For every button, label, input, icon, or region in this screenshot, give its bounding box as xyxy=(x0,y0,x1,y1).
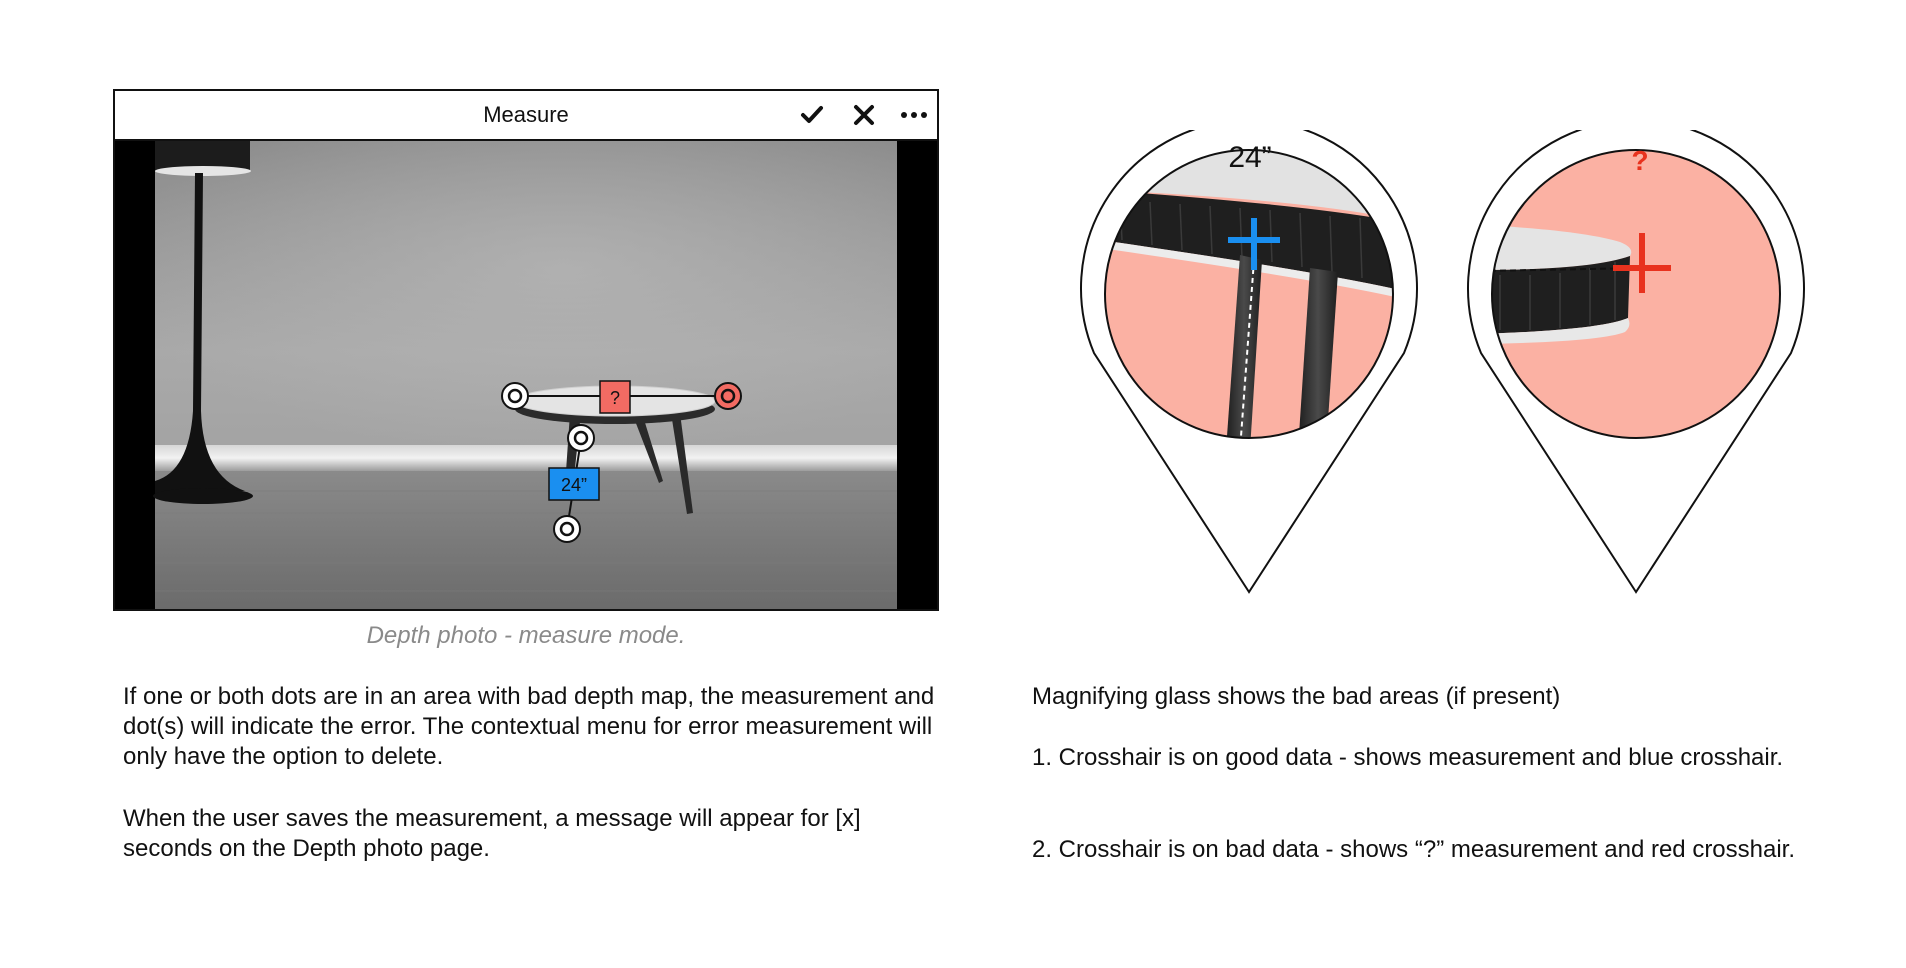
measure-dot-left[interactable] xyxy=(502,383,528,409)
more-icon[interactable] xyxy=(898,99,930,131)
title-bar xyxy=(115,91,937,141)
measure-dot-top[interactable] xyxy=(568,425,594,451)
close-icon[interactable] xyxy=(848,99,880,131)
measure-dot-bottom[interactable] xyxy=(554,516,580,542)
good-data-description: 1. Crosshair is on good data - shows measurement and blue crosshair. xyxy=(1032,744,1784,771)
measure-window xyxy=(113,89,939,611)
check-icon[interactable] xyxy=(796,99,828,131)
error-measurement-label[interactable]: ? xyxy=(609,388,621,408)
magnifier-good-label: 24” xyxy=(1228,141,1272,174)
bad-data-description: 2. Crosshair is on bad data - shows “?” measurement and red crosshair. xyxy=(1032,836,1796,863)
window-title: Measure xyxy=(483,102,569,127)
magnifier-bad-label: ? xyxy=(1631,145,1649,176)
magnifier-pins xyxy=(1060,130,1820,600)
depth-photo xyxy=(115,141,937,609)
photo-caption: Depth photo - measure mode. xyxy=(366,622,686,649)
save-description: When the user saves the measurement, a message will appear for [x] seconds on the Depth photo page. xyxy=(123,805,861,862)
error-description: If one or both dots are in an area with bad depth map, the measurement and dot(s) will indicate the error. The contextual menu for error measurement will only have the option to delete. xyxy=(123,683,935,770)
measure-dot-error[interactable] xyxy=(715,383,741,409)
magnifier-description: Magnifying glass shows the bad areas (if present) xyxy=(1032,683,1561,710)
good-measurement-label[interactable]: 24” xyxy=(560,475,588,495)
